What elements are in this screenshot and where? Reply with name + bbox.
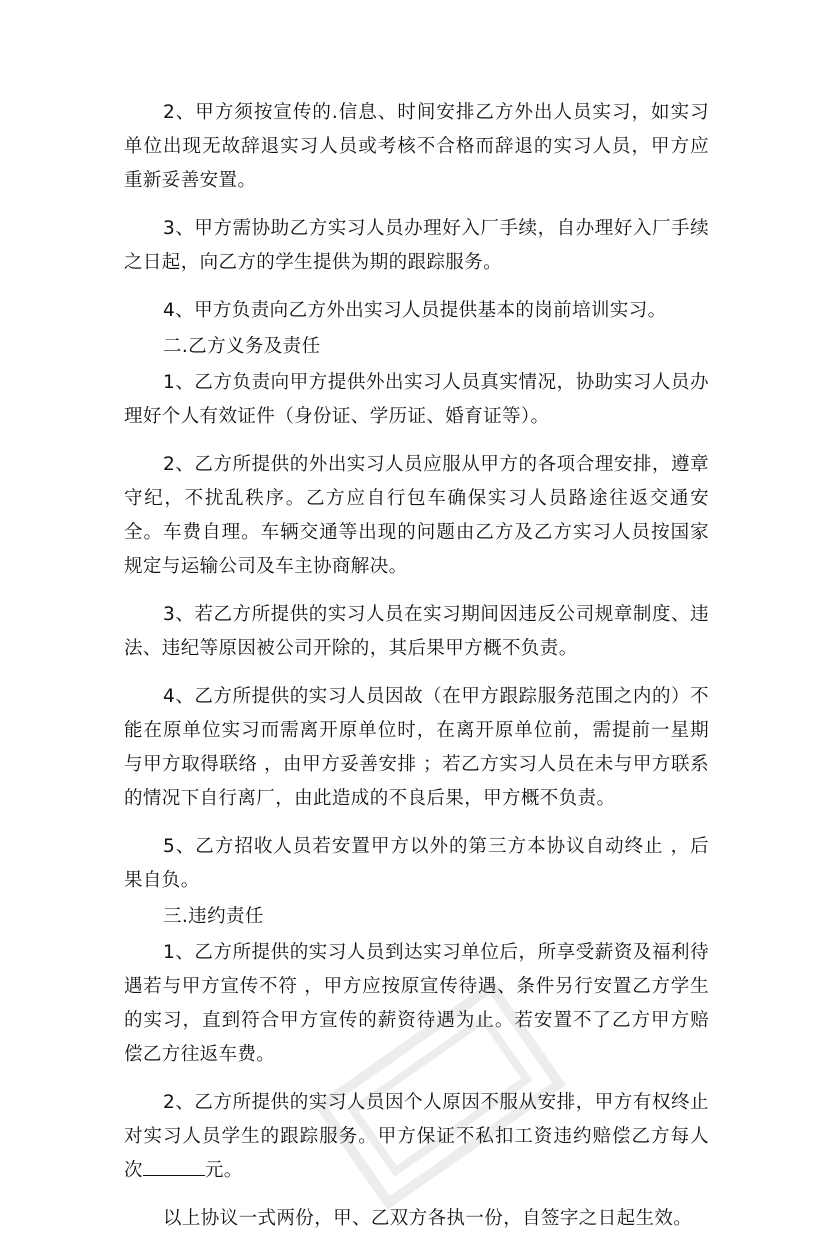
- party-b-item-2: 2、乙方所提供的外出实习人员应服从甲方的各项合理安排，遵章守纪，不扰乱秩序。乙方应自行包车确保实习人员路途往返交通安全。车费自理。车辆交通等出现的问题由乙方及乙方实习人员按国家规定与运输公司及车主协商解决。: [124, 454, 709, 577]
- amount-blank-line: [143, 1155, 205, 1176]
- breach-item-2-text: 2、乙方所提供的实习人员因个人原因不服从安排，甲方有权终止对实习人员学生的跟踪服务。甲方保证不私扣工资违约赔偿乙方每人次: [124, 1092, 709, 1181]
- party-b-item-1: 1、乙方负责向甲方提供外出实习人员真实情况，协助实习人员办理好个人有效证件（身份证、学历证、婚育证等）。: [124, 372, 709, 427]
- party-a-item-3: 3、甲方需协助乙方实习人员办理好入厂手续，自办理好入厂手续之日起，向乙方的学生提供为期的跟踪服务。: [124, 218, 709, 273]
- breach-item-1: 1、乙方所提供的实习人员到达实习单位后，所享受薪资及福利待遇若与甲方宣传不符 ，甲方应按原宣传待遇、条件另行安置乙方学生的实习，直到符合甲方宣传的薪资待遇为止。若安置不了乙方甲方赔偿乙方往返车费。: [124, 942, 709, 1065]
- party-b-item-4: 4、乙方所提供的实习人员因故（在甲方跟踪服务范围之内的）不能在原单位实习而需离开原单位时，在离开原单位前，需提前一星期与甲方取得联络 ，由甲方妥善安排 ；若乙方实习人员在未与甲方联系的情况下自行离厂，由此造成的不良后果，甲方概不负责。: [124, 686, 709, 809]
- party-a-item-2: 2、甲方须按宣传的.信息、时间安排乙方外出人员实习，如实习单位出现无故辞退实习人员或考核不合格而辞退的实习人员，甲方应重新妥善安置。: [124, 102, 709, 191]
- breach-item-2-suffix: 元。: [204, 1160, 243, 1181]
- party-b-item-3: 3、若乙方所提供的实习人员在实习期间因违反公司规章制度、违法、违纪等原因被公司开除的，其后果甲方概不负责。: [124, 604, 709, 659]
- party-b-item-5: 5、乙方招收人员若安置甲方以外的第三方本协议自动终止 ，后果自负。: [124, 836, 709, 891]
- breach-heading: 三.违约责任: [163, 906, 264, 927]
- closing-statement: 以上协议一式两份，甲、乙双方各执一份，自签字之日起生效。: [163, 1208, 693, 1229]
- party-a-item-4: 4、甲方负责向乙方外出实习人员提供基本的岗前培训实习。: [163, 300, 667, 321]
- party-b-heading: 二.乙方义务及责任: [163, 336, 321, 357]
